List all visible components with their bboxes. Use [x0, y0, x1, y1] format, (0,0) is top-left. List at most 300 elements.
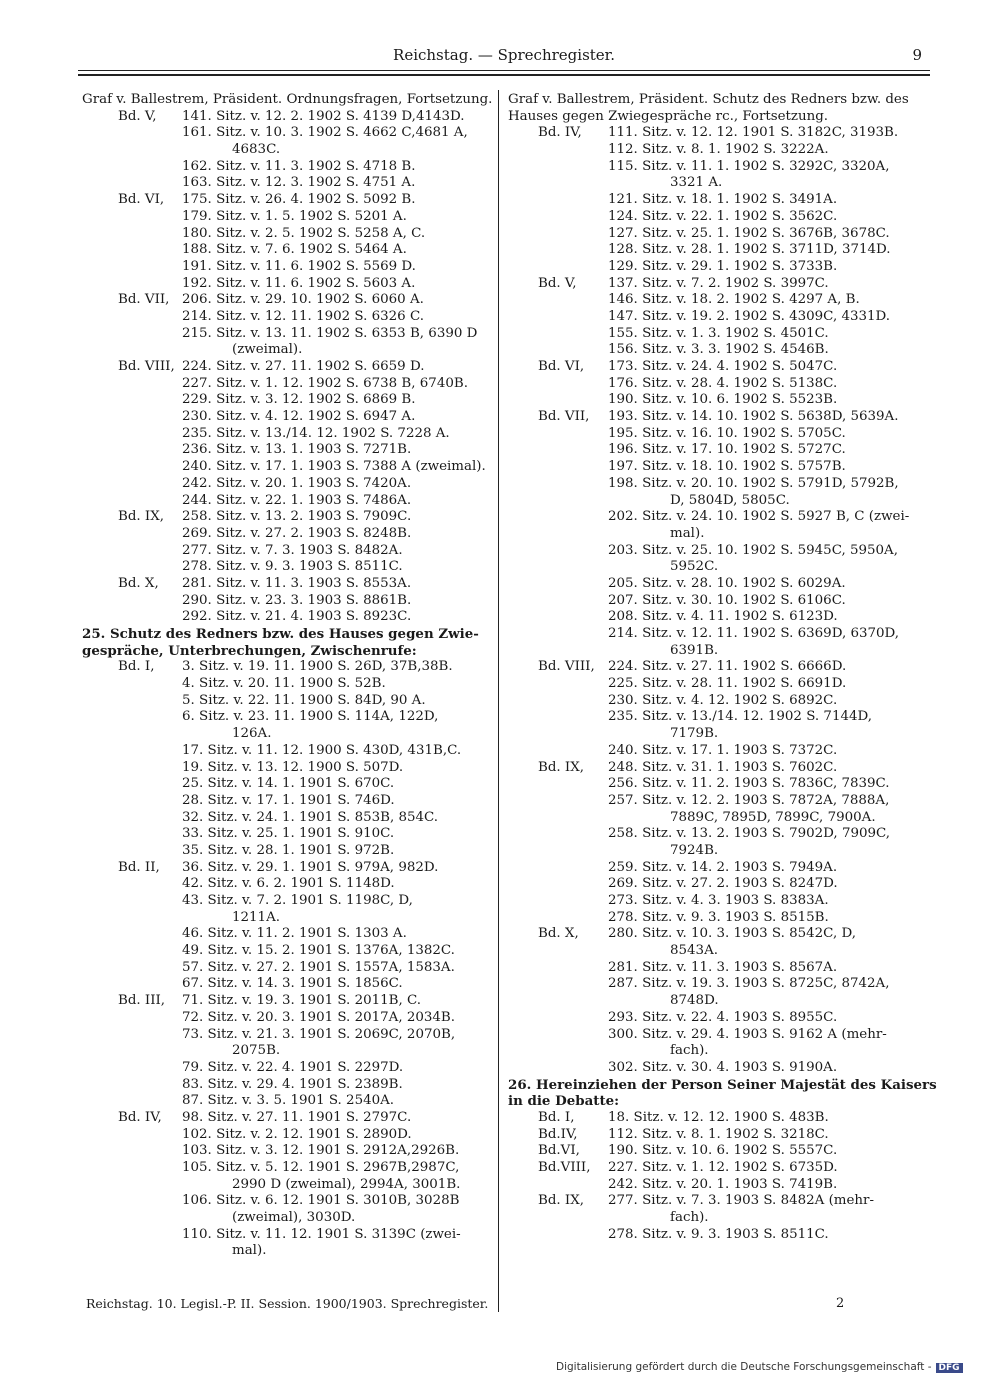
session-reference: 227. Sitz. v. 1. 12. 1902 S. 6735D. — [608, 1160, 838, 1175]
register-line — [508, 793, 920, 810]
session-reference: 227. Sitz. v. 1. 12. 1902 S. 6738 B, 6740B. — [182, 375, 468, 391]
register-line — [508, 1043, 920, 1060]
register-line — [82, 226, 492, 243]
session-reference: 71. Sitz. v. 19. 3. 1901 S. 2011B, C. — [182, 993, 422, 1009]
session-reference: 205. Sitz. v. 28. 10. 1902 S. 6029A. — [608, 575, 846, 591]
session-reference: 281. Sitz. v. 11. 3. 1903 S. 8553A. — [182, 575, 412, 591]
session-reference: 235. Sitz. v. 13./14. 12. 1902 S. 7144D, — [608, 709, 873, 725]
session-reference: 146. Sitz. v. 18. 2. 1902 S. 4297 A, B. — [608, 292, 860, 308]
continuation-text: 7889C, 7895D, 7899C, 7900A. — [670, 809, 876, 825]
register-line — [508, 910, 920, 927]
register-line — [508, 459, 920, 476]
session-reference: 273. Sitz. v. 4. 3. 1903 S. 8383A. — [608, 893, 829, 908]
register-line — [82, 960, 492, 977]
register-line — [82, 526, 492, 543]
session-reference: 121. Sitz. v. 18. 1. 1902 S. 3491A. — [608, 192, 838, 208]
session-reference: 259. Sitz. v. 14. 2. 1903 S. 7949A. — [608, 859, 838, 875]
session-reference: 124. Sitz. v. 22. 1. 1902 S. 3562C. — [608, 208, 838, 224]
continuation-text: 4683C. — [232, 142, 281, 158]
volume-label: Bd.VIII, — [538, 1160, 591, 1175]
continuation-text: 126A. — [232, 726, 272, 742]
register-line — [82, 209, 492, 226]
register-line — [508, 776, 920, 793]
register-line — [508, 259, 920, 276]
register-line — [508, 409, 920, 426]
digitization-text: Digitalisierung gefördert durch die Deutsche Forschungsgemeinschaft - — [556, 1361, 932, 1373]
volume-label: Bd. VII, — [118, 292, 170, 308]
session-reference: 224. Sitz. v. 27. 11. 1902 S. 6666D. — [608, 659, 847, 675]
register-line — [82, 326, 492, 343]
register-line — [508, 1110, 920, 1127]
session-reference: 235. Sitz. v. 13./14. 12. 1902 S. 7228 A. — [182, 425, 450, 441]
register-line — [82, 926, 492, 943]
volume-label: Bd. X, — [118, 575, 159, 591]
session-reference: 155. Sitz. v. 1. 3. 1902 S. 4501C. — [608, 325, 829, 341]
register-line — [82, 843, 492, 860]
register-line — [82, 376, 492, 393]
register-line — [508, 392, 920, 409]
register-line — [508, 1060, 920, 1077]
register-line — [82, 109, 492, 126]
session-reference: 103. Sitz. v. 3. 12. 1901 S. 2912A,2926B. — [182, 1143, 460, 1159]
session-reference: 206. Sitz. v. 29. 10. 1902 S. 6060 A. — [182, 292, 424, 308]
register-line — [82, 659, 492, 676]
register-line — [508, 1093, 920, 1110]
session-reference: 203. Sitz. v. 25. 10. 1902 S. 5945C, 5950A, — [608, 542, 898, 558]
register-line — [82, 810, 492, 827]
register-line — [82, 1027, 492, 1044]
volume-label: Bd. IX, — [118, 509, 165, 525]
register-line — [508, 726, 920, 743]
session-reference: 179. Sitz. v. 1. 5. 1902 S. 5201 A. — [182, 208, 407, 224]
register-line — [508, 493, 920, 510]
register-line — [508, 559, 920, 576]
session-reference: 195. Sitz. v. 16. 10. 1902 S. 5705C. — [608, 425, 846, 441]
register-line — [508, 643, 920, 660]
register-line — [508, 609, 920, 626]
volume-label: Bd. VIII, — [118, 359, 175, 374]
register-line — [82, 793, 492, 810]
register-line — [508, 760, 920, 777]
session-reference: 5. Sitz. v. 22. 11. 1900 S. 84D, 90 A. — [182, 692, 426, 708]
volume-label: Bd. IX, — [538, 1193, 585, 1209]
register-line — [508, 976, 920, 993]
session-reference: 6. Sitz. v. 23. 11. 1900 S. 114A, 122D, — [182, 709, 439, 725]
register-line — [508, 743, 920, 760]
session-reference: 278. Sitz. v. 9. 3. 1903 S. 8511C. — [182, 559, 403, 575]
session-reference: 224. Sitz. v. 27. 11. 1902 S. 6659 D. — [182, 359, 425, 374]
session-reference: 105. Sitz. v. 5. 12. 1901 S. 2967B,2987C, — [182, 1160, 460, 1175]
register-line — [82, 609, 492, 626]
register-line — [82, 476, 492, 493]
register-line — [508, 993, 920, 1010]
volume-label: Bd. VIII, — [538, 659, 595, 675]
session-reference: 32. Sitz. v. 24. 1. 1901 S. 853B, 854C. — [182, 809, 439, 825]
continuation-text: (zweimal). — [232, 342, 303, 358]
session-reference: 196. Sitz. v. 17. 10. 1902 S. 5727C. — [608, 442, 846, 458]
register-line — [82, 709, 492, 726]
register-line — [82, 893, 492, 910]
register-line — [82, 1160, 492, 1177]
register-line — [82, 643, 492, 660]
continuation-text: 1211A. — [232, 909, 281, 925]
session-reference: 73. Sitz. v. 21. 3. 1901 S. 2069C, 2070B, — [182, 1026, 456, 1042]
register-line — [82, 993, 492, 1010]
continuation-text: 7179B. — [670, 726, 719, 742]
register-line — [82, 192, 492, 209]
session-reference: 290. Sitz. v. 23. 3. 1903 S. 8861B. — [182, 592, 412, 608]
session-reference: 3. Sitz. v. 19. 11. 1900 S. 26D, 37B,38B. — [182, 659, 453, 675]
session-reference: 207. Sitz. v. 30. 10. 1902 S. 6106C. — [608, 592, 846, 608]
session-reference: 257. Sitz. v. 12. 2. 1903 S. 7872A, 7888A, — [608, 792, 890, 808]
register-line — [508, 509, 920, 526]
session-reference: 292. Sitz. v. 21. 4. 1903 S. 8923C. — [182, 609, 412, 625]
register-line — [82, 1060, 492, 1077]
register-line — [82, 342, 492, 359]
session-reference: 236. Sitz. v. 13. 1. 1903 S. 7271B. — [182, 442, 412, 458]
register-line — [508, 1127, 920, 1144]
register-line — [82, 559, 492, 576]
page-number: 9 — [912, 46, 922, 64]
register-line — [508, 1027, 920, 1044]
register-line — [82, 1210, 492, 1227]
session-reference: 208. Sitz. v. 4. 11. 1902 S. 6123D. — [608, 609, 838, 625]
session-reference: 28. Sitz. v. 17. 1. 1901 S. 746D. — [182, 792, 395, 808]
register-line — [82, 442, 492, 459]
register-line — [508, 242, 920, 259]
register-line — [82, 1043, 492, 1060]
register-line — [508, 192, 920, 209]
session-reference: 192. Sitz. v. 11. 6. 1902 S. 5603 A. — [182, 275, 416, 291]
continuation-text: 6391B. — [670, 642, 719, 658]
register-line — [82, 693, 492, 710]
session-reference: 128. Sitz. v. 28. 1. 1902 S. 3711D, 3714D. — [608, 242, 891, 258]
register-line — [82, 1093, 492, 1110]
register-line — [82, 125, 492, 142]
register-line — [82, 876, 492, 893]
register-line — [82, 943, 492, 960]
section-heading: 26. Hereinziehen der Person Seiner Majestät des Kaisers — [508, 1076, 937, 1093]
session-reference: 98. Sitz. v. 27. 11. 1901 S. 2797C. — [182, 1109, 412, 1125]
session-reference: 102. Sitz. v. 2. 12. 1901 S. 2890D. — [182, 1126, 412, 1142]
session-reference: 35. Sitz. v. 28. 1. 1901 S. 972B. — [182, 842, 395, 858]
register-line — [82, 760, 492, 777]
volume-label: Bd. II, — [118, 859, 160, 875]
continuation-text: mal). — [232, 1243, 267, 1259]
session-reference: 197. Sitz. v. 18. 10. 1902 S. 5757B. — [608, 459, 846, 475]
running-header — [78, 44, 930, 68]
register-line — [508, 159, 920, 176]
volume-label: Bd.VI, — [538, 1143, 580, 1159]
continuation-text: 7924B. — [670, 842, 719, 858]
session-reference: 300. Sitz. v. 29. 4. 1903 S. 9162 A (mehr- — [608, 1026, 887, 1042]
register-line — [82, 826, 492, 843]
session-reference: 248. Sitz. v. 31. 1. 1903 S. 7602C. — [608, 759, 838, 775]
session-reference: 33. Sitz. v. 25. 1. 1901 S. 910C. — [182, 826, 395, 842]
register-line — [508, 826, 920, 843]
session-reference: 190. Sitz. v. 10. 6. 1902 S. 5523B. — [608, 392, 838, 408]
register-line — [508, 1193, 920, 1210]
session-reference: 173. Sitz. v. 24. 4. 1902 S. 5047C. — [608, 359, 838, 374]
session-reference: 17. Sitz. v. 11. 12. 1900 S. 430D, 431B,C. — [182, 742, 462, 758]
continuation-text: D, 5804D, 5805C. — [670, 492, 790, 508]
register-line — [82, 676, 492, 693]
session-reference: 214. Sitz. v. 12. 11. 1902 S. 6326 C. — [182, 308, 424, 324]
register-line — [508, 209, 920, 226]
register-line — [82, 976, 492, 993]
register-line — [508, 960, 920, 977]
register-line — [82, 1227, 492, 1244]
entry-heading: Graf v. Ballestrem, Präsident. Schutz des Redners bzw. des — [508, 92, 909, 107]
session-reference: 147. Sitz. v. 19. 2. 1902 S. 4309C, 4331D. — [608, 308, 891, 324]
register-line — [82, 1177, 492, 1194]
header-title: Reichstag. — Sprechregister. — [393, 46, 615, 64]
session-reference: 112. Sitz. v. 8. 1. 1902 S. 3218C. — [608, 1126, 829, 1142]
session-reference: 287. Sitz. v. 19. 3. 1903 S. 8725C, 8742A, — [608, 976, 890, 992]
session-reference: 43. Sitz. v. 7. 2. 1901 S. 1198C, D, — [182, 893, 413, 908]
digitization-note — [556, 1361, 963, 1373]
register-line — [508, 1177, 920, 1194]
register-line — [508, 226, 920, 243]
session-reference: 269. Sitz. v. 27. 2. 1903 S. 8247D. — [608, 876, 838, 892]
register-line — [508, 125, 920, 142]
volume-label: Bd.IV, — [538, 1126, 578, 1142]
register-line — [82, 1127, 492, 1144]
entry-heading: Hauses gegen Zwiegespräche rc., Fortsetzung. — [508, 108, 829, 124]
session-reference: 57. Sitz. v. 27. 2. 1901 S. 1557A, 1583A. — [182, 959, 455, 975]
register-line — [82, 493, 492, 510]
register-line — [508, 359, 920, 376]
register-line — [82, 576, 492, 593]
session-reference: 180. Sitz. v. 2. 5. 1902 S. 5258 A, C. — [182, 225, 426, 241]
session-reference: 129. Sitz. v. 29. 1. 1902 S. 3733B. — [608, 258, 838, 274]
session-reference: 87. Sitz. v. 3. 5. 1901 S. 2540A. — [182, 1093, 395, 1109]
session-reference: 242. Sitz. v. 20. 1. 1903 S. 7420A. — [182, 475, 412, 491]
register-line — [508, 426, 920, 443]
register-line — [508, 1210, 920, 1227]
session-reference: 111. Sitz. v. 12. 12. 1901 S. 3182C, 3193B. — [608, 125, 899, 141]
register-line — [82, 359, 492, 376]
session-reference: 240. Sitz. v. 17. 1. 1903 S. 7388 A (zweimal). — [182, 459, 486, 475]
register-line — [82, 593, 492, 610]
session-reference: 156. Sitz. v. 3. 3. 1902 S. 4546B. — [608, 342, 829, 358]
footer-signature: Reichstag. 10. Legisl.-P. II. Session. 1900/1903. Sprechregister. — [86, 1296, 489, 1311]
register-line — [82, 509, 492, 526]
register-line — [82, 92, 492, 109]
register-line — [508, 693, 920, 710]
volume-label: Bd. I, — [538, 1109, 575, 1125]
register-line — [82, 743, 492, 760]
register-line — [508, 926, 920, 943]
register-line — [82, 776, 492, 793]
register-line — [82, 409, 492, 426]
volume-label: Bd. V, — [538, 275, 577, 291]
register-line — [508, 342, 920, 359]
register-line — [508, 175, 920, 192]
session-reference: 175. Sitz. v. 26. 4. 1902 S. 5092 B. — [182, 192, 416, 208]
session-reference: 269. Sitz. v. 27. 2. 1903 S. 8248B. — [182, 525, 412, 541]
register-line — [508, 526, 920, 543]
session-reference: 225. Sitz. v. 28. 11. 1902 S. 6691D. — [608, 676, 847, 692]
register-line — [82, 276, 492, 293]
session-reference: 202. Sitz. v. 24. 10. 1902 S. 5927 B, C (zwei- — [608, 509, 910, 525]
register-line — [508, 626, 920, 643]
session-reference: 176. Sitz. v. 28. 4. 1902 S. 5138C. — [608, 375, 838, 391]
session-reference: 79. Sitz. v. 22. 4. 1901 S. 2297D. — [182, 1059, 404, 1075]
register-line — [82, 259, 492, 276]
continuation-text: mal). — [670, 525, 705, 541]
volume-label: Bd. VII, — [538, 409, 590, 425]
register-line — [508, 860, 920, 877]
register-line — [508, 893, 920, 910]
session-reference: 127. Sitz. v. 25. 1. 1902 S. 3676B, 3678C. — [608, 225, 890, 241]
session-reference: 161. Sitz. v. 10. 3. 1902 S. 4662 C,4681 A, — [182, 125, 468, 141]
register-line — [508, 1227, 920, 1244]
session-reference: 244. Sitz. v. 22. 1. 1903 S. 7486A. — [182, 492, 412, 508]
session-reference: 277. Sitz. v. 7. 3. 1903 S. 8482A. — [182, 542, 403, 558]
register-line — [82, 459, 492, 476]
continuation-text: 8748D. — [670, 993, 719, 1009]
register-line — [82, 1243, 492, 1260]
session-reference: 281. Sitz. v. 11. 3. 1903 S. 8567A. — [608, 959, 838, 975]
session-reference: 293. Sitz. v. 22. 4. 1903 S. 8955C. — [608, 1009, 838, 1025]
continuation-text: 3321 A. — [670, 175, 723, 191]
session-reference: 67. Sitz. v. 14. 3. 1901 S. 1856C. — [182, 976, 403, 992]
continuation-text: 2075B. — [232, 1043, 281, 1059]
session-reference: 230. Sitz. v. 4. 12. 1902 S. 6892C. — [608, 692, 838, 708]
volume-label: Bd. IV, — [118, 1109, 162, 1125]
volume-label: Bd. V, — [118, 108, 157, 124]
dfg-logo: DFG — [936, 1363, 963, 1373]
right-column — [508, 92, 937, 1243]
session-reference: 230. Sitz. v. 4. 12. 1902 S. 6947 A. — [182, 409, 416, 425]
header-rule-bottom — [78, 74, 930, 76]
register-line — [82, 910, 492, 927]
register-line — [82, 426, 492, 443]
register-line — [508, 92, 920, 109]
session-reference: 42. Sitz. v. 6. 2. 1901 S. 1148D. — [182, 876, 395, 892]
register-line — [508, 876, 920, 893]
register-line — [508, 709, 920, 726]
session-reference: 193. Sitz. v. 14. 10. 1902 S. 5638D, 5639A. — [608, 409, 899, 425]
register-line — [508, 543, 920, 560]
volume-label: Bd. III, — [118, 993, 166, 1009]
register-line — [508, 476, 920, 493]
session-reference: 163. Sitz. v. 12. 3. 1902 S. 4751 A. — [182, 175, 416, 191]
continuation-text: fach). — [670, 1043, 709, 1059]
session-reference: 258. Sitz. v. 13. 2. 1903 S. 7909C. — [182, 509, 412, 525]
session-reference: 258. Sitz. v. 13. 2. 1903 S. 7902D, 7909C, — [608, 826, 891, 842]
register-line — [508, 810, 920, 827]
session-reference: 198. Sitz. v. 20. 10. 1902 S. 5791D, 5792B, — [608, 475, 899, 491]
section-heading: gespräche, Unterbrechungen, Zwischenrufe: — [82, 642, 417, 659]
register-line — [508, 1010, 920, 1027]
register-line — [82, 142, 492, 159]
register-line — [82, 175, 492, 192]
register-line — [82, 159, 492, 176]
session-reference: 256. Sitz. v. 11. 2. 1903 S. 7836C, 7839C. — [608, 776, 890, 792]
session-reference: 242. Sitz. v. 20. 1. 1903 S. 7419B. — [608, 1176, 838, 1192]
register-line — [82, 1110, 492, 1127]
volume-label: Bd. I, — [118, 659, 155, 675]
register-line — [508, 326, 920, 343]
register-line — [508, 576, 920, 593]
session-reference: 277. Sitz. v. 7. 3. 1903 S. 8482A (mehr- — [608, 1193, 874, 1209]
session-reference: 72. Sitz. v. 20. 3. 1901 S. 2017A, 2034B. — [182, 1009, 456, 1025]
register-line — [508, 309, 920, 326]
footer-sheet-number: 2 — [836, 1296, 845, 1311]
continuation-text: (zweimal), 3030D. — [232, 1210, 356, 1226]
register-line — [508, 1076, 937, 1094]
session-reference: 190. Sitz. v. 10. 6. 1902 S. 5557C. — [608, 1143, 838, 1159]
volume-label: Bd. VI, — [118, 192, 165, 208]
register-line — [508, 276, 920, 293]
continuation-text: fach). — [670, 1210, 709, 1226]
volume-label: Bd. IV, — [538, 125, 582, 141]
section-heading: in die Debatte: — [508, 1093, 620, 1110]
session-reference: 229. Sitz. v. 3. 12. 1902 S. 6869 B. — [182, 392, 416, 408]
session-reference: 188. Sitz. v. 7. 6. 1902 S. 5464 A. — [182, 242, 407, 258]
register-line — [508, 659, 920, 676]
session-reference: 278. Sitz. v. 9. 3. 1903 S. 8511C. — [608, 1226, 829, 1242]
continuation-text: 8543A. — [670, 943, 719, 959]
session-reference: 112. Sitz. v. 8. 1. 1902 S. 3222A. — [608, 142, 829, 158]
register-line — [508, 593, 920, 610]
session-reference: 18. Sitz. v. 12. 12. 1900 S. 483B. — [608, 1109, 829, 1125]
register-line — [508, 1143, 920, 1160]
left-column — [82, 92, 492, 1260]
session-reference: 280. Sitz. v. 10. 3. 1903 S. 8542C, D, — [608, 926, 856, 942]
session-reference: 36. Sitz. v. 29. 1. 1901 S. 979A, 982D. — [182, 859, 439, 875]
session-reference: 115. Sitz. v. 11. 1. 1902 S. 3292C, 3320A, — [608, 158, 890, 174]
session-reference: 19. Sitz. v. 13. 12. 1900 S. 507D. — [182, 759, 404, 775]
session-reference: 49. Sitz. v. 15. 2. 1901 S. 1376A, 1382C. — [182, 943, 455, 959]
register-line — [82, 309, 492, 326]
session-reference: 302. Sitz. v. 30. 4. 1903 S. 9190A. — [608, 1059, 838, 1075]
register-line — [508, 109, 920, 126]
register-line — [508, 676, 920, 693]
volume-label: Bd. VI, — [538, 359, 585, 374]
session-reference: 83. Sitz. v. 29. 4. 1901 S. 2389B. — [182, 1076, 403, 1092]
session-reference: 137. Sitz. v. 7. 2. 1902 S. 3997C. — [608, 275, 829, 291]
session-reference: 214. Sitz. v. 12. 11. 1902 S. 6369D, 6370D, — [608, 626, 900, 641]
register-line — [82, 860, 492, 877]
register-line — [82, 1010, 492, 1027]
register-line — [508, 376, 920, 393]
session-reference: 4. Sitz. v. 20. 11. 1900 S. 52B. — [182, 676, 386, 692]
register-line — [508, 943, 920, 960]
register-line — [508, 843, 920, 860]
register-line — [82, 626, 492, 643]
volume-label: Bd. IX, — [538, 759, 585, 775]
session-reference: 106. Sitz. v. 6. 12. 1901 S. 3010B, 3028B — [182, 1193, 460, 1209]
register-line — [508, 292, 920, 309]
session-reference: 25. Sitz. v. 14. 1. 1901 S. 670C. — [182, 776, 395, 792]
register-line — [508, 142, 920, 159]
session-reference: 278. Sitz. v. 9. 3. 1903 S. 8515B. — [608, 909, 829, 925]
register-line — [82, 1077, 492, 1094]
session-reference: 141. Sitz. v. 12. 2. 1902 S. 4139 D,4143D. — [182, 108, 465, 124]
session-reference: 191. Sitz. v. 11. 6. 1902 S. 5569 D. — [182, 258, 416, 274]
session-reference: 240. Sitz. v. 17. 1. 1903 S. 7372C. — [608, 742, 838, 758]
entry-heading: Graf v. Ballestrem, Präsident. Ordnungsfragen, Fortsetzung. — [82, 92, 493, 107]
header-rule-top — [78, 70, 930, 71]
session-reference: 46. Sitz. v. 11. 2. 1901 S. 1303 A. — [182, 926, 407, 942]
register-line — [82, 242, 492, 259]
session-reference: 162. Sitz. v. 11. 3. 1902 S. 4718 B. — [182, 158, 416, 174]
register-line — [508, 1160, 920, 1177]
section-heading: 25. Schutz des Redners bzw. des Hauses gegen Zwie- — [82, 626, 479, 642]
